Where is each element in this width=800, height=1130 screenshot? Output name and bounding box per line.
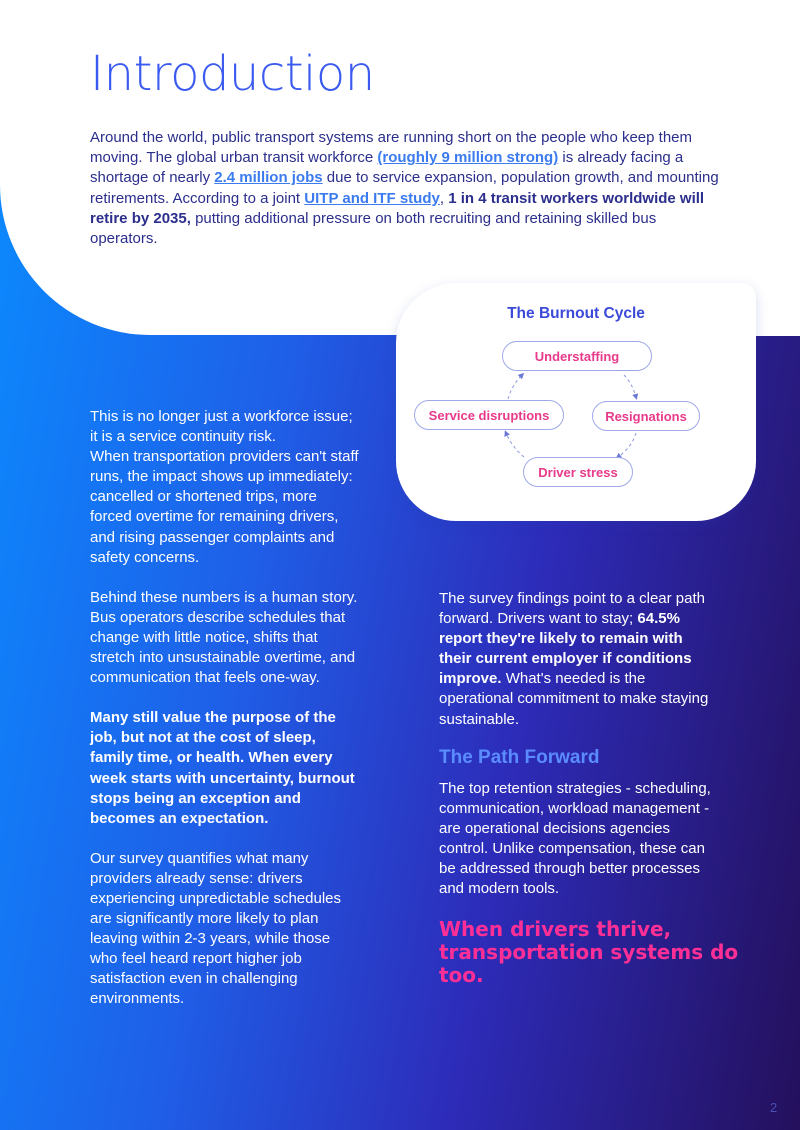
- right-column: [439, 589, 719, 730]
- paragraph-survey: Our survey quantifies what many providers already sense: drivers experiencing unpredictable schedules are significantly more likely to plan leaving within 2-3 years, while those who feel heard report higher job satisfaction even in challenging environments.: [90, 849, 342, 1008]
- paragraph-continuity-risk: This is no longer just a workforce issue; it is a service continuity risk.: [90, 408, 353, 446]
- workforce-link[interactable]: (roughly 9 million strong): [377, 149, 559, 167]
- tagline: When drivers thrive, transportation systems do too.: [439, 917, 739, 987]
- paragraph-burnout: Many still value the purpose of the job, but not at the cost of sleep, family time, or health. When every week starts with uncertainty, burnout stops being an exception and becomes an expectation.: [90, 709, 355, 827]
- cycle-node-service-disruptions: Service disruptions: [414, 400, 564, 430]
- paragraph-human-story: Behind these numbers is a human story. Bus operators describe schedules that change with little notice, shifts that stretch into unsustainable overtime, and communication that feels one-way.: [90, 588, 358, 687]
- retirement-stat: 1 in 4 transit workers worldwide will retire by 2035,: [90, 189, 705, 227]
- cycle-node-understaffing: Understaffing: [502, 341, 652, 371]
- survey-text: The survey findings point to a clear path forward. Drivers want to stay;: [439, 590, 705, 628]
- path-forward-heading: The Path Forward: [439, 747, 600, 768]
- path-forward-body: The top retention strategies - scheduling, communication, workload management - are operational decisions agencies control. Unlike compensation, these can be addressed through better processes and modern tools.: [439, 780, 711, 898]
- cycle-node-driver-stress: Driver stress: [523, 457, 633, 487]
- intro-text: putting additional pressure on both recruiting and retaining skilled bus operators.: [90, 209, 657, 248]
- cycle-node-resignations: Resignations: [592, 401, 700, 431]
- paragraph-survey-findings: [439, 589, 719, 730]
- arrow-disruptions-to-understaffing: [508, 375, 522, 399]
- paragraph-impact: When transportation providers can't staff runs, the impact shows up immediately: cancelled or shortened trips, more forced overtime for remaining drivers, and rising passenger complaints and safety concerns.: [90, 448, 359, 566]
- uitp-itf-study-link[interactable]: UITP and ITF study: [304, 189, 440, 207]
- retention-stat: 64.5% report they're likely to remain with their current employer if conditions improve.: [439, 610, 692, 688]
- page-number: 2: [770, 1100, 778, 1115]
- intro-text: ,: [439, 189, 449, 207]
- arrow-understaffing-to-resignations: [624, 375, 636, 397]
- jobs-shortage-link[interactable]: 2.4 million jobs: [214, 169, 323, 187]
- burnout-cycle-title: The Burnout Cycle: [507, 305, 645, 322]
- intro-text: Around the world, public transport systems are running short on the people who keep them moving. The global urban transit workforce: [90, 129, 693, 167]
- arrow-stress-to-disruptions: [506, 433, 524, 457]
- page-title: Introduction: [90, 46, 375, 102]
- survey-text: What's needed is the operational commitment to make staying sustainable.: [439, 670, 709, 728]
- arrow-resignations-to-stress: [618, 433, 636, 457]
- burnout-cycle-card: [396, 283, 756, 521]
- intro-text: due to service expansion, population growth, and mounting retirements. According to a joint: [90, 169, 719, 207]
- intro-text: is already facing a shortage of nearly: [90, 149, 684, 187]
- left-column: [90, 407, 360, 1030]
- intro-paragraph: [90, 128, 720, 249]
